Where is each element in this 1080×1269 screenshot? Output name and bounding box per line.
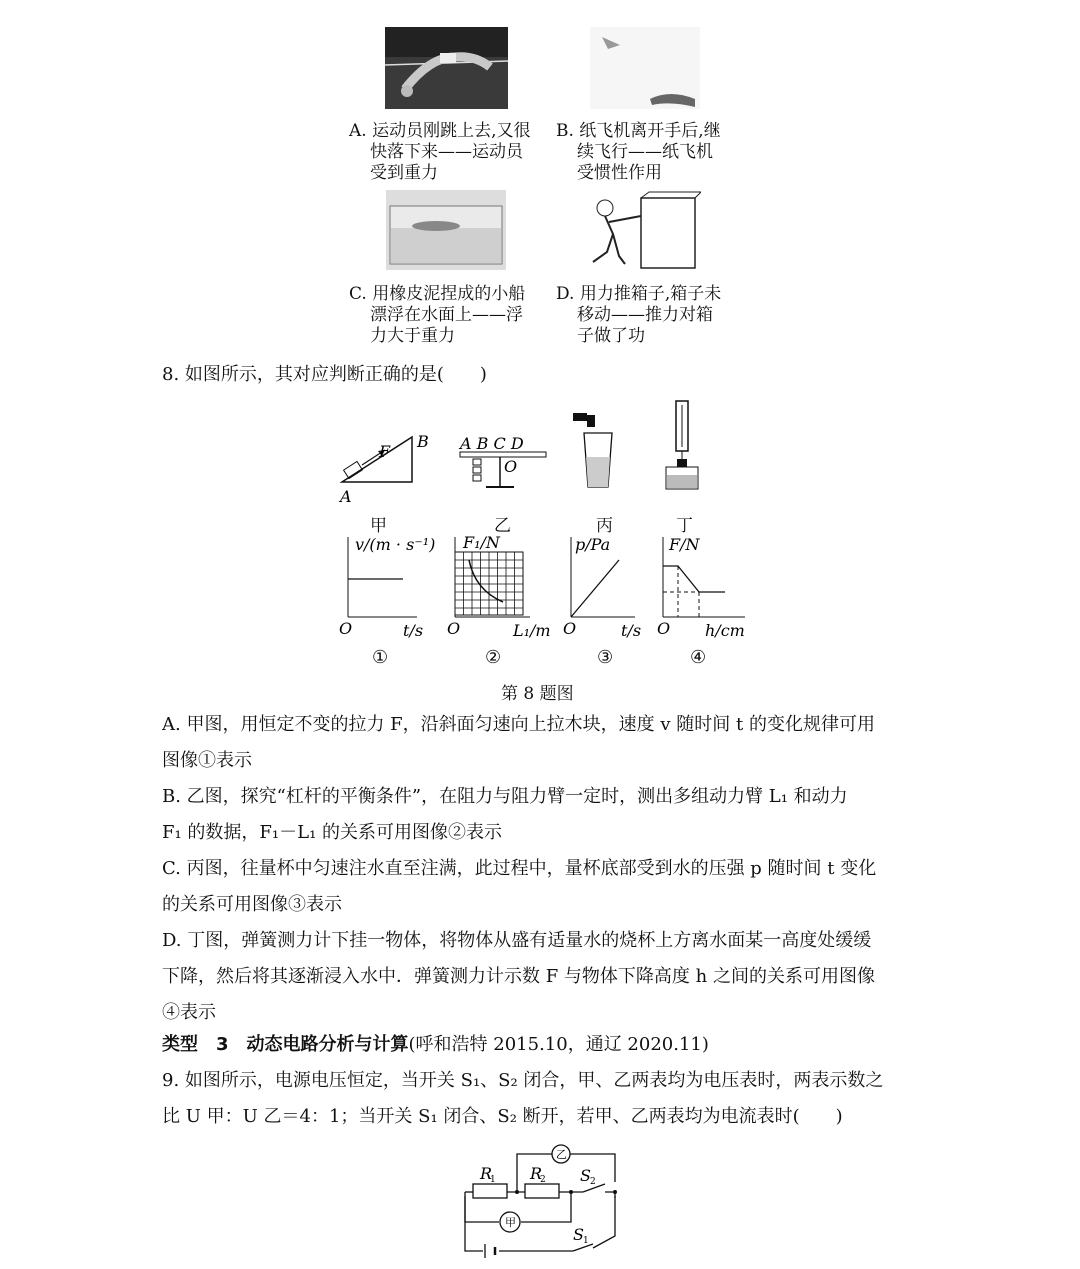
s1-label: S [573, 1225, 584, 1244]
r2-sub: 2 [540, 1175, 546, 1185]
q8-figures [330, 395, 750, 505]
fig-incline [342, 437, 412, 482]
graph-label-4: ④ [690, 647, 707, 668]
r2-label: R [530, 1164, 543, 1183]
label-F: F [379, 442, 391, 461]
q9-circuit [455, 1136, 635, 1264]
graph-4-xlabel: h/cm [705, 621, 745, 640]
q8-option-a-line2: 图像①表示 [162, 750, 252, 771]
label-A: A [340, 487, 352, 505]
label-ruler: A B C D [460, 434, 524, 453]
figure-caption: 第 8 题图 [501, 684, 574, 704]
fig-label-bing: 丙 [596, 516, 613, 536]
q8-option-d-line1: D. 丁图，弹簧测力计下挂一物体，将物体从盛有适量水的烧杯上方离水面某一高度处缓缓 [162, 930, 872, 951]
graph-3-xlabel: t/s [621, 621, 642, 640]
q9-line1: 9. 如图所示，电源电压恒定，当开关 S₁、S₂ 闭合，甲、乙两表均为电压表时，两表示数之 [162, 1070, 884, 1091]
graph-1-xlabel: t/s [403, 621, 424, 640]
s2-label: S [580, 1166, 591, 1185]
photo-high-jump [385, 27, 508, 109]
graph-2-ylabel: F₁/N [463, 533, 500, 552]
graph-4-origin: O [657, 619, 671, 638]
label-B: B [417, 432, 429, 451]
graph-3-origin: O [563, 619, 577, 638]
photo-clay-boat [386, 190, 506, 270]
q8-option-d-line3: ④表示 [162, 1002, 216, 1023]
photo-paper-plane [590, 27, 700, 109]
q9-stem [162, 1063, 932, 1135]
q9-line2: 比 U 甲：U 乙＝4：1；当开关 S₁ 闭合、S₂ 断开，若甲、乙两表均为电流表时( ) [162, 1106, 843, 1127]
meter-jia: 甲 [505, 1216, 516, 1229]
graph-2-origin: O [447, 619, 461, 638]
q8-option-d-line2: 下降，然后将其逐渐浸入水中．弹簧测力计示数 F 与物体下降高度 h 之间的关系可用图像 [162, 966, 875, 987]
label-O: O [504, 457, 518, 476]
graph-1-ylabel: v/(m · s⁻¹) [355, 535, 436, 554]
meter-yi: 乙 [556, 1148, 567, 1161]
section-title: 动态电路分析与计算 [246, 1034, 409, 1055]
option-a-text: A. 运动员刚跳上去,又很 快落下来——运动员 受到重力 [349, 121, 531, 183]
graph-1-origin: O [339, 619, 353, 638]
fig-beaker [573, 413, 612, 487]
graph-label-1: ① [372, 647, 389, 668]
option-d-text: D. 用力推箱子,箱子未 移动——推力对箱 子做了功 [556, 284, 722, 346]
q8-stem: 8. 如图所示，其对应判断正确的是( ) [162, 364, 487, 385]
graph-3-ylabel: p/Pa [575, 535, 611, 554]
q8-option-c-line2: 的关系可用图像③表示 [162, 894, 342, 915]
q8-option-a-line1: A. 甲图，用恒定不变的拉力 F，沿斜面匀速向上拉木块，速度 v 随时间 t 的变化规律可用 [162, 714, 875, 735]
r1-label: R [480, 1164, 493, 1183]
section-source: (呼和浩特 2015.10，通辽 2020.11) [408, 1034, 709, 1055]
q8-option-c-line1: C. 丙图，往量杯中匀速注水直至注满，此过程中，量杯底部受到水的压强 p 随时间 t 变化 [162, 858, 877, 879]
fig-label-yi: 乙 [494, 516, 511, 536]
r1-sub: 1 [490, 1175, 496, 1185]
q8-option-b-line2: F₁ 的数据，F₁－L₁ 的关系可用图像②表示 [162, 822, 503, 843]
section-heading [162, 1027, 709, 1063]
q8-option-b-line1: B. 乙图，探究“杠杆的平衡条件”，在阻力与阻力臂一定时，测出多组动力臂 L₁ 和动力 [162, 786, 848, 807]
option-c-text: C. 用橡皮泥捏成的小船 漂浮在水面上——浮 力大于重力 [349, 284, 526, 346]
q8-graphs [335, 532, 755, 642]
section-prefix: 类型 3 [162, 1034, 247, 1055]
graph-label-3: ③ [597, 647, 614, 668]
option-b-text: B. 纸飞机离开手后,继 续飞行——纸飞机 受惯性作用 [556, 121, 721, 183]
graph-2-xlabel: L₁/m [513, 621, 551, 640]
graph-4-ylabel: F/N [669, 535, 700, 554]
q8-options [162, 707, 932, 1031]
fig-lever [460, 452, 546, 487]
fig-spring-scale [666, 401, 698, 489]
s1-sub: 1 [583, 1236, 589, 1246]
photo-push-box [583, 190, 701, 272]
fig-label-jia: 甲 [370, 516, 387, 536]
graph-label-2: ② [485, 647, 502, 668]
s2-sub: 2 [590, 1177, 596, 1187]
fig-label-ding: 丁 [676, 516, 693, 536]
